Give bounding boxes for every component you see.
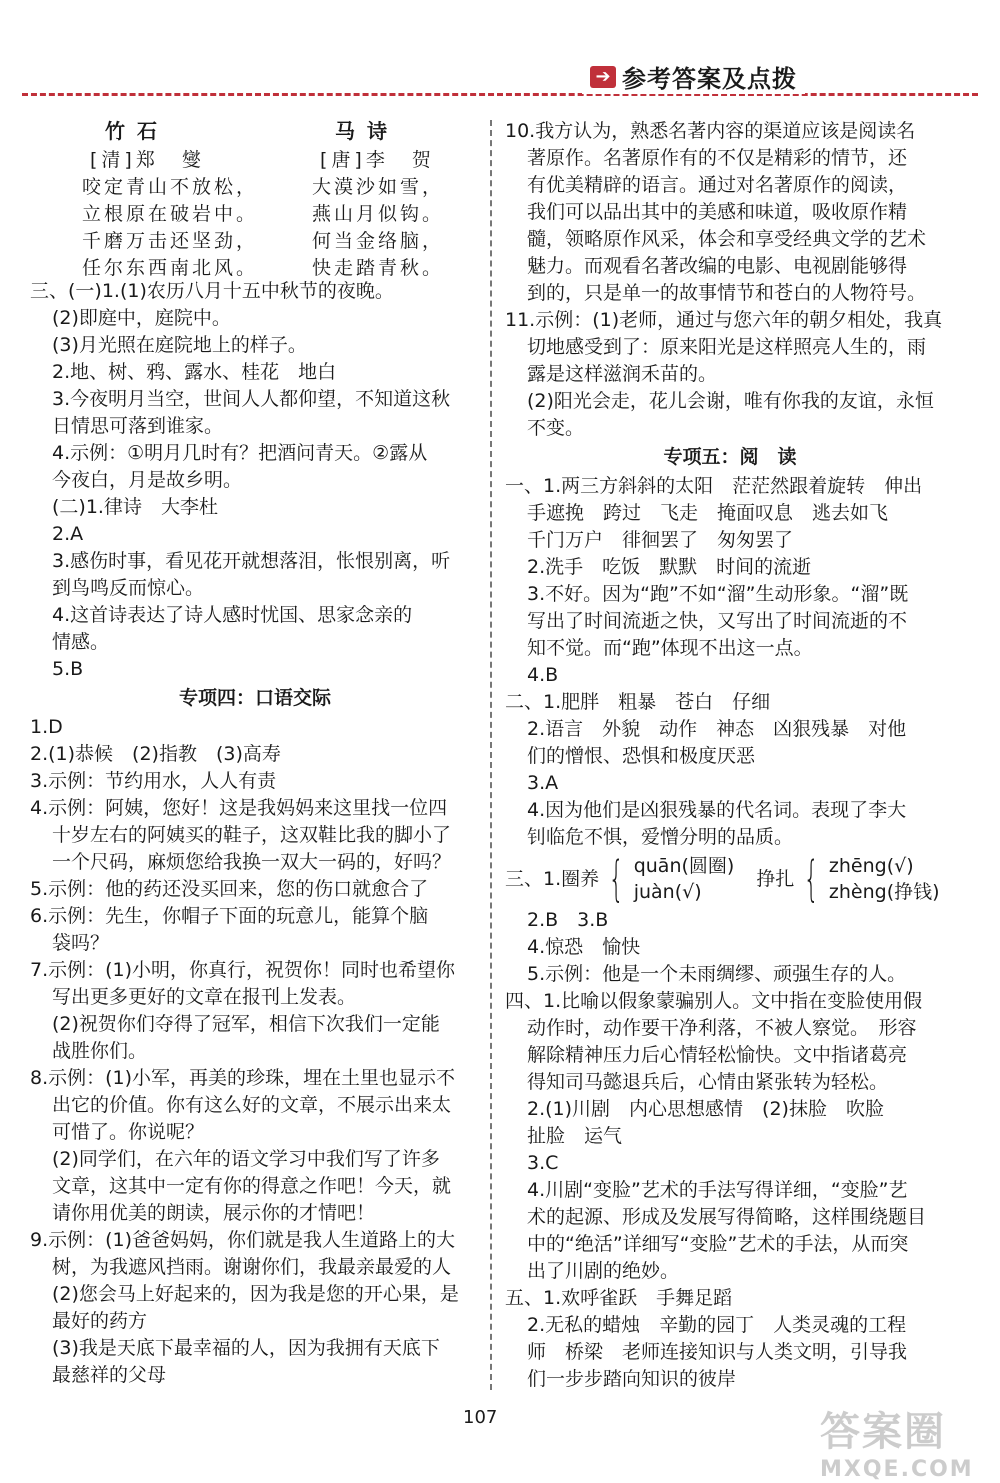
answer-line: 袋吗？ (52, 932, 110, 954)
answer-line: 5.示例：他的药还没买回来，您的伤口就愈合了 (30, 878, 429, 900)
poems-block (30, 118, 480, 278)
answer-line: 4.因为他们是凶狠残暴的代名词。表现了李大 (527, 799, 907, 821)
answer-line: 7.示例：(1)小明，你真行，祝贺你！同时也希望你 (30, 959, 456, 981)
answer-line: 6.示例：先生，你帽子下面的玩意儿，能算个脑 (30, 905, 429, 927)
answer-line: 情感。 (52, 631, 110, 653)
answer-line: (2)祝贺你们夺得了冠军，相信下次我们一定能 (52, 1013, 440, 1035)
poem-title: 马诗 (335, 119, 399, 143)
answer-line: 8.示例：(1)小军，再美的珍珠，埋在土里也显示不 (30, 1067, 456, 1089)
answer-line: 们的憎恨、恐惧和极度厌恶 (527, 745, 756, 767)
answer-line: 最慈祥的父母 (52, 1364, 167, 1386)
answer-line: 一个尺码，麻烦您给我换一双大一码的，好吗？ (52, 851, 452, 873)
answer-line: (3)我是天底下最幸福的人，因为我拥有天底下 (52, 1337, 440, 1359)
poem-title: 竹石 (105, 119, 169, 143)
answer-line: 文章，这其中一定有你的得意之作吧！今天，就 (52, 1175, 452, 1197)
answer-line: 十岁左右的阿姨买的鞋子，这双鞋比我的脚小了 (52, 824, 452, 846)
answer-line: 髓，领略原作风采，体会和享受经典文学的艺术 (527, 228, 927, 250)
brace-prefix: 三、1. (505, 867, 562, 890)
answer-line: 动作时，动作要干净利落，不被人察觉。 形容 (527, 1017, 917, 1039)
answer-line: 四、1.比喻以假象蒙骗别人。文中指在变脸使用假 (505, 990, 923, 1012)
poem-line: 任尔东西南北风。 (82, 257, 259, 279)
answer-line: 4.示例：阿姨，您好！这是我妈妈来这里找一位四 (30, 797, 448, 819)
answer-line: (2)同学们，在六年的语文学习中我们写了许多 (52, 1148, 440, 1170)
answer-line: 扯脸 运气 (527, 1125, 623, 1147)
answer-line: (2)即庭中，庭院中。 (52, 307, 231, 329)
poem-line: 千磨万击还坚劲， (82, 230, 259, 252)
watermark-logo (820, 1400, 990, 1482)
answer-line: 4.示例：①明月几时有？把酒问青天。②露从 (52, 442, 428, 464)
header-title-wrap (582, 59, 805, 94)
answer-line: 2.B 3.B (527, 909, 609, 931)
answer-line: 我们可以品出其中的美感和味道，吸收原作精 (527, 201, 908, 223)
answer-line: 2.(1)恭候 (2)指教 (3)高寿 (30, 743, 281, 765)
answer-line: 请你用优美的朗读，展示你的才情吧！ (52, 1202, 376, 1224)
answer-line: 2.地、树、鸦、露水、桂花 地白 (52, 361, 337, 383)
answer-line: 一、1.两三方斜斜的太阳 茫茫然跟着旋转 伸出 (505, 475, 923, 497)
answer-line: 中的“绝活”详细写“变脸”艺术的手法，从而突 (527, 1233, 909, 1255)
answer-line: 1.D (30, 716, 63, 738)
answer-line: 2.语言 外貌 动作 神态 凶狠残暴 对他 (527, 718, 907, 740)
pinyin-brace-row (505, 851, 955, 907)
left-brace-icon: { (803, 851, 820, 907)
answer-line: 3.C (527, 1152, 559, 1174)
poem-author: [唐]李 贺 (320, 149, 435, 171)
poem-line: 大漠沙如雪， (312, 176, 445, 198)
poem-author: [清]郑 燮 (90, 149, 205, 171)
column-divider (490, 120, 492, 1390)
answer-line: (2)阳光会走，花儿会谢，唯有你我的友谊，永恒 (527, 390, 934, 412)
poem-line: 立根原在破岩中。 (82, 203, 259, 225)
brace-word-1: 圈养 (561, 867, 600, 890)
answer-line: 到鸟鸣反而惊心。 (52, 577, 205, 599)
arrow-right-icon: ➔ (590, 66, 616, 88)
answer-line: 著原作。名著原作有的不仅是精彩的情节，还 (527, 147, 908, 169)
answer-line: 4.川剧“变脸”艺术的手法写得详细，“变脸”艺 (527, 1179, 908, 1201)
poem-line: 快走踏青秋。 (312, 257, 445, 279)
answer-line: 知不觉。而“跑”体现不出这一点。 (527, 637, 813, 659)
page-header (0, 55, 1000, 105)
answer-line: 3.感伤时事，看见花开就想落泪，怅恨别离，听 (52, 550, 451, 572)
answer-line: 切地感受到了：原来阳光是这样照亮人生的，雨 (527, 336, 927, 358)
left-column (30, 118, 480, 1389)
answer-line: 9.示例：(1)爸爸妈妈，你们就是我人生道路上的大 (30, 1229, 456, 1251)
watermark-url: MXQE.COM (820, 1457, 974, 1482)
answer-line: 2.无私的蜡烛 辛勤的园丁 人类灵魂的工程 (527, 1314, 907, 1336)
answer-line: 们一步步踏向知识的彼岸 (527, 1368, 737, 1390)
answer-line: 2.洗手 吃饭 默默 时间的流逝 (527, 556, 812, 578)
answer-line: 4.惊恐 愉快 (527, 936, 641, 958)
page-number: 107 (463, 1407, 498, 1428)
answer-line: 术的起源、形成及发展写得简略，这样围绕题目 (527, 1206, 927, 1228)
answer-line: 千门万户 徘徊罢了 匆匆罢了 (527, 529, 794, 551)
answer-line: 可惜了。你说呢？ (52, 1121, 205, 1143)
answer-line: 11.示例：(1)老师，通过与您六年的朝夕相处，我真 (505, 309, 943, 331)
answer-line: 3.不好。因为“跑”不如“溜”生动形象。“溜”既 (527, 583, 909, 605)
answer-line: 师 桥梁 老师连接知识与人类文明，引导我 (527, 1341, 908, 1363)
answer-line: 露是这样滋润禾苗的。 (527, 363, 718, 385)
answer-line: 3.示例：节约用水，人人有责 (30, 770, 277, 792)
answer-line: 三、(一)1.(1)农历八月十五中秋节的夜晚。 (30, 280, 394, 302)
answer-line: 出它的价值。你有这么好的文章，不展示出来太 (52, 1094, 452, 1116)
answer-line: (3)月光照在庭院地上的样子。 (52, 334, 307, 356)
answer-line: 3.今夜明月当空，世间人人都仰望，不知道这秋 (52, 388, 451, 410)
answer-line: 3.A (527, 772, 559, 794)
answer-line: 出了川剧的绝妙。 (527, 1260, 680, 1282)
poem-mashi (312, 118, 532, 282)
answer-line: 钊临危不惧，爱憎分明的品质。 (527, 826, 794, 848)
answer-line: 4.这首诗表达了诗人感时忧国、思家念亲的 (52, 604, 413, 626)
brace-option: quān(圆圈) (633, 855, 735, 877)
answer-line: 魅力。而观看名著改编的电影、电视剧能够得 (527, 255, 908, 277)
answer-line: 10.我方认为，熟悉名著内容的渠道应该是阅读名 (505, 120, 916, 142)
brace-word-2: 挣扎 (756, 867, 795, 890)
answer-line: (2)您会马上好起来的，因为我是您的开心果，是 (52, 1283, 459, 1305)
answer-line: 2.(1)川剧 内心思想感情 (2)抹脸 吹脸 (527, 1098, 884, 1120)
answer-line: 有优美精辟的语言。通过对名著原作的阅读， (527, 174, 908, 196)
answer-line: 2.A (52, 523, 84, 545)
poem-line: 何当金络脑， (312, 230, 445, 252)
answer-line: 得知司马懿退兵后，心情由紧张转为轻松。 (527, 1071, 889, 1093)
brace-option: zhèng(挣钱) (828, 881, 940, 903)
answer-line: 5.示例：他是一个未雨绸缪、顽强生存的人。 (527, 963, 907, 985)
answer-line: 5.B (52, 658, 84, 680)
brace-options-2 (829, 853, 940, 905)
answer-line: 战胜你们。 (52, 1040, 148, 1062)
poem-line: 咬定青山不放松， (82, 176, 259, 198)
answer-line: 今夜白，月是故乡明。 (52, 469, 243, 491)
brace-options-1 (634, 853, 735, 905)
answer-line: 写出了时间流逝之快，又写出了时间流逝的不 (527, 610, 908, 632)
answer-line: 树，为我遮风挡雨。谢谢你们，我最亲最爱的人 (52, 1256, 452, 1278)
header-dashed-rule (22, 93, 978, 96)
section-title: 专项四：口语交际 (178, 687, 331, 709)
answer-line: 到的，只是单一的故事情节和苍白的人物符号。 (527, 282, 927, 304)
answer-line: 最好的药方 (52, 1310, 148, 1332)
header-title: 参考答案及点拨 (622, 65, 797, 93)
answer-line: 手遮挽 跨过 飞走 掩面叹息 逃去如飞 (527, 502, 889, 524)
poem-line: 燕山月似钩。 (312, 203, 445, 225)
answer-line: 4.B (527, 664, 559, 686)
answer-line: (二)1.律诗 大李杜 (52, 496, 218, 518)
section-title: 专项五：阅 读 (663, 446, 797, 468)
watermark-text: 答案圈 (820, 1409, 946, 1455)
answer-line: 五、1.欢呼雀跃 手舞足蹈 (505, 1287, 733, 1309)
brace-option: zhēng(√) (828, 855, 914, 877)
right-column (505, 118, 955, 1393)
left-brace-icon: { (608, 851, 625, 907)
poem-zhushi (82, 118, 302, 282)
answer-line: 解除精神压力后心情轻松愉快。文中指诸葛亮 (527, 1044, 908, 1066)
answer-line: 写出更多更好的文章在报刊上发表。 (52, 986, 357, 1008)
answer-line: 日情思可落到谁家。 (52, 415, 224, 437)
answer-line: 不变。 (527, 417, 585, 439)
brace-option: juàn(√) (633, 881, 702, 903)
answer-line: 二、1.肥胖 粗暴 苍白 仔细 (505, 691, 771, 713)
